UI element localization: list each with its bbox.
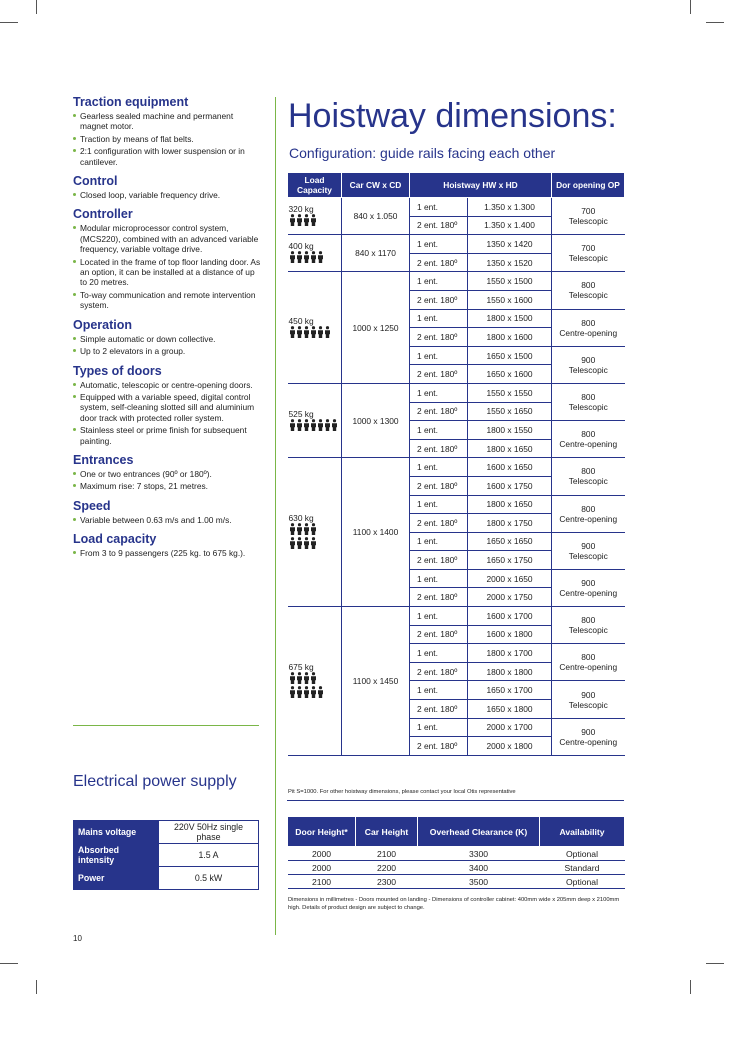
load-capacity-value: 450 kg — [288, 315, 314, 326]
entrances-cell: 1 ent. — [410, 235, 468, 254]
door-opening-width: 900 — [581, 354, 596, 365]
header-car-height: Car Height — [356, 817, 418, 847]
bullet-item: 2:1 configuration with lower suspension or in cantilever. — [73, 146, 263, 167]
door-opening-type: Centre-opening — [559, 662, 618, 673]
bullet-item: Stainless steel or prime finish for subsequent painting. — [73, 425, 263, 446]
person-icon — [303, 538, 310, 552]
door-opening-width: 800 — [581, 392, 596, 403]
person-icon — [310, 252, 317, 266]
door-opening-cell — [552, 346, 625, 383]
dimensions-note: Dimensions in millimetres - Doors mounted on landing - Dimensions of controller cabinet: 400mm wide x 205mm deep x 2100mm high. Details of product design are subject to change. — [288, 897, 620, 911]
person-icon — [317, 420, 324, 434]
person-icon — [303, 524, 310, 538]
door-opening-width: 900 — [581, 726, 596, 737]
crop-mark — [36, 980, 37, 994]
bullet-item: Traction by means of flat belts. — [73, 134, 263, 144]
table-cell-label: Mains voltage — [74, 821, 159, 844]
entrances-cell: 1 ent. — [410, 421, 468, 440]
hoistway-dimension-cell: 1800 x 1550 — [468, 421, 552, 440]
person-icon — [317, 327, 324, 341]
load-capacity-value: 525 kg — [288, 408, 314, 419]
hoistway-dimension-cell: 1800 x 1650 — [468, 439, 552, 458]
crop-mark — [706, 963, 724, 964]
section-title: Entrances — [73, 452, 134, 467]
page-number: 10 — [73, 934, 82, 943]
person-icon — [324, 327, 331, 341]
table-cell: 3300 — [418, 847, 540, 861]
entrances-cell: 2 ent. 180º — [410, 700, 468, 719]
load-capacity-value: 675 kg — [288, 661, 314, 672]
left-column — [73, 95, 263, 566]
bullet-item: Variable between 0.63 m/s and 1.00 m/s. — [73, 515, 263, 525]
door-opening-width: 900 — [581, 577, 596, 588]
door-opening-cell — [552, 383, 625, 420]
entrances-cell: 2 ent. 180º — [410, 514, 468, 533]
table-row — [288, 383, 625, 402]
hoistway-dimension-cell: 1650 x 1500 — [468, 346, 552, 365]
person-icon — [296, 687, 303, 701]
door-opening-cell — [552, 198, 625, 235]
crop-mark — [0, 963, 18, 964]
table-row — [74, 821, 259, 844]
passenger-icons — [289, 326, 342, 340]
hoistway-dimension-cell: 2000 x 1750 — [468, 588, 552, 607]
door-opening-type: Telescopic — [568, 216, 608, 227]
door-opening-type: Centre-opening — [559, 513, 618, 524]
door-opening-width: 800 — [581, 280, 596, 291]
bullet-item: From 3 to 9 passengers (225 kg. to 675 kg.). — [73, 548, 263, 558]
table-cell: Optional — [540, 875, 625, 889]
entrances-cell: 2 ent. 180º — [410, 476, 468, 495]
section-title: Traction equipment — [73, 95, 189, 109]
table-cell: 2300 — [356, 875, 418, 889]
hoistway-dimension-cell: 1600 x 1800 — [468, 625, 552, 644]
table-row — [74, 844, 259, 867]
hoistway-dimension-cell: 1650 x 1750 — [468, 551, 552, 570]
table-row — [288, 847, 625, 861]
electrical-title: Electrical power supply — [73, 773, 237, 790]
page-subtitle: Configuration: guide rails facing each other — [289, 145, 556, 161]
door-opening-width: 900 — [581, 540, 596, 551]
person-icon — [310, 524, 317, 538]
table-row — [288, 861, 625, 875]
passenger-icons — [289, 672, 342, 686]
table-cell: 2200 — [356, 861, 418, 875]
bullet-item: Maximum rise: 7 stops, 21 metres. — [73, 481, 263, 491]
header-hoistway: Hoistway HW x HD — [410, 173, 552, 198]
person-icon — [310, 215, 317, 229]
header-overhead-clearance: Overhead Clearance (K) — [418, 817, 540, 847]
person-icon — [289, 420, 296, 434]
table-cell-value: 220V 50Hz single phase — [159, 821, 259, 844]
door-opening-type: Centre-opening — [559, 736, 618, 747]
door-opening-cell — [552, 272, 625, 309]
spec-section — [73, 95, 263, 167]
entrances-cell: 1 ent. — [410, 346, 468, 365]
person-icon — [296, 538, 303, 552]
person-icon — [296, 420, 303, 434]
entrances-cell: 2 ent. 180º — [410, 439, 468, 458]
car-dimension-cell: 840 x 1.050 — [342, 198, 410, 235]
spec-section — [73, 453, 263, 492]
entrances-cell: 2 ent. 180º — [410, 625, 468, 644]
door-opening-cell — [552, 309, 625, 346]
hoistway-dimension-cell: 2000 x 1700 — [468, 718, 552, 737]
person-icon — [310, 673, 317, 687]
door-opening-width: 800 — [581, 652, 596, 663]
person-icon — [303, 687, 310, 701]
table-cell-label: Absorbed intensity — [74, 844, 159, 867]
hoistway-dimension-cell: 1800 x 1750 — [468, 514, 552, 533]
entrances-cell: 1 ent. — [410, 681, 468, 700]
load-capacity-cell — [288, 198, 342, 235]
hoistway-dimension-cell: 1350 x 1420 — [468, 235, 552, 254]
door-opening-width: 900 — [581, 689, 596, 700]
entrances-cell: 2 ent. 180º — [410, 216, 468, 235]
door-opening-cell — [552, 495, 625, 532]
person-icon — [289, 215, 296, 229]
table-cell: 2100 — [356, 847, 418, 861]
load-capacity-cell — [288, 458, 342, 607]
passenger-icons — [289, 214, 342, 228]
person-icon — [303, 420, 310, 434]
entrances-cell: 2 ent. 180º — [410, 737, 468, 756]
entrances-cell: 2 ent. 180º — [410, 402, 468, 421]
hoistway-dimension-cell: 1350 x 1520 — [468, 253, 552, 272]
section-title: Operation — [73, 317, 133, 332]
passenger-icons — [289, 537, 342, 551]
spec-section — [73, 207, 263, 310]
door-opening-width: 800 — [581, 615, 596, 626]
door-opening-width: 700 — [581, 206, 596, 217]
hoistway-dimension-cell: 1550 x 1500 — [468, 272, 552, 291]
person-icon — [317, 252, 324, 266]
bullet-item: To-way communication and remote intervention system. — [73, 290, 263, 311]
hoistway-dimension-cell: 1.350 x 1.400 — [468, 216, 552, 235]
load-capacity-value: 400 kg — [288, 241, 314, 252]
hoistway-dimension-cell: 1550 x 1550 — [468, 383, 552, 402]
table-cell: Optional — [540, 847, 625, 861]
section-title: Control — [73, 174, 118, 189]
table-row — [288, 198, 625, 217]
person-icon — [303, 215, 310, 229]
door-opening-cell — [552, 718, 625, 755]
person-icon — [289, 524, 296, 538]
table-cell: 3500 — [418, 875, 540, 889]
entrances-cell: 1 ent. — [410, 458, 468, 477]
person-icon — [289, 327, 296, 341]
hoistway-dimension-cell: 1650 x 1700 — [468, 681, 552, 700]
entrances-cell: 2 ent. 180º — [410, 588, 468, 607]
door-opening-type: Telescopic — [568, 253, 608, 264]
vertical-divider-line — [275, 97, 276, 935]
door-opening-width: 800 — [581, 503, 596, 514]
door-opening-cell — [552, 607, 625, 644]
crop-mark — [0, 22, 18, 23]
spec-section — [73, 532, 263, 558]
car-dimension-cell: 1100 x 1400 — [342, 458, 410, 607]
entrances-cell: 1 ent. — [410, 644, 468, 663]
table-header-row — [288, 173, 625, 198]
table-cell: 2000 — [288, 861, 356, 875]
crop-mark — [706, 22, 724, 23]
door-opening-cell — [552, 458, 625, 495]
crop-mark — [690, 0, 691, 14]
table-row — [288, 875, 625, 889]
person-icon — [289, 687, 296, 701]
hoistway-dimension-cell: 1650 x 1600 — [468, 365, 552, 384]
header-availability: Availability — [540, 817, 625, 847]
hoistway-dimension-cell: 2000 x 1650 — [468, 569, 552, 588]
person-icon — [303, 673, 310, 687]
hoistway-dimension-cell: 1800 x 1700 — [468, 644, 552, 663]
table-cell-value: 0.5 kW — [159, 867, 259, 890]
person-icon — [310, 420, 317, 434]
person-icon — [289, 538, 296, 552]
car-dimension-cell: 840 x 1170 — [342, 235, 410, 272]
entrances-cell: 1 ent. — [410, 383, 468, 402]
door-opening-cell — [552, 681, 625, 718]
passenger-icons — [289, 686, 342, 700]
spec-section — [73, 364, 263, 446]
table-row — [288, 458, 625, 477]
table-row — [288, 607, 625, 626]
entrances-cell: 2 ent. 180º — [410, 290, 468, 309]
page-title: Hoistway dimensions: — [288, 97, 617, 135]
passenger-icons — [289, 251, 342, 265]
door-opening-width: 700 — [581, 243, 596, 254]
entrances-cell: 2 ent. 180º — [410, 253, 468, 272]
door-opening-type: Telescopic — [568, 402, 608, 413]
hoistway-dimension-cell: 1650 x 1800 — [468, 700, 552, 719]
door-opening-type: Telescopic — [568, 476, 608, 487]
person-icon — [296, 524, 303, 538]
hoistway-dimension-cell: 2000 x 1800 — [468, 737, 552, 756]
door-opening-type: Telescopic — [568, 625, 608, 636]
person-icon — [289, 252, 296, 266]
person-icon — [331, 420, 338, 434]
bullet-item: Up to 2 elevators in a group. — [73, 346, 263, 356]
person-icon — [310, 327, 317, 341]
person-icon — [303, 252, 310, 266]
hoistway-dimension-cell: 1600 x 1650 — [468, 458, 552, 477]
door-opening-cell — [552, 532, 625, 569]
electrical-table — [73, 820, 259, 890]
entrances-cell: 1 ent. — [410, 569, 468, 588]
door-opening-width: 800 — [581, 466, 596, 477]
door-opening-type: Centre-opening — [559, 439, 618, 450]
table-row — [288, 235, 625, 254]
entrances-cell: 1 ent. — [410, 272, 468, 291]
person-icon — [296, 215, 303, 229]
door-opening-cell — [552, 421, 625, 458]
header-door-height: Door Height* — [288, 817, 356, 847]
entrances-cell: 2 ent. 180º — [410, 365, 468, 384]
table-cell-label: Power — [74, 867, 159, 890]
load-capacity-cell — [288, 607, 342, 756]
table-cell: 3400 — [418, 861, 540, 875]
entrances-cell: 2 ent. 180º — [410, 551, 468, 570]
person-icon — [296, 252, 303, 266]
bullet-item: Modular microprocessor control system, (MCS220), combined with an advanced variable frequency, variable voltage drive. — [73, 223, 263, 254]
header-car: Car CW x CD — [342, 173, 410, 198]
left-divider-line — [73, 725, 259, 726]
hoistway-dimension-cell: 1800 x 1650 — [468, 495, 552, 514]
person-icon — [289, 673, 296, 687]
bullet-item: Simple automatic or down collective. — [73, 334, 263, 344]
door-opening-type: Centre-opening — [559, 327, 618, 338]
hoistway-dimension-cell: 1800 x 1500 — [468, 309, 552, 328]
door-opening-type: Telescopic — [568, 550, 608, 561]
crop-mark — [36, 0, 37, 14]
spec-section — [73, 499, 263, 525]
hoistway-dimension-cell: 1.350 x 1.300 — [468, 198, 552, 217]
bullet-item: Closed loop, variable frequency drive. — [73, 190, 263, 200]
passenger-icons — [289, 523, 342, 537]
door-height-table — [287, 816, 625, 889]
entrances-cell: 1 ent. — [410, 532, 468, 551]
load-capacity-value: 320 kg — [288, 204, 314, 215]
passenger-icons — [289, 419, 342, 433]
door-opening-cell — [552, 569, 625, 606]
table-cell: Standard — [540, 861, 625, 875]
door-opening-type: Centre-opening — [559, 587, 618, 598]
hoistway-dimension-cell: 1550 x 1650 — [468, 402, 552, 421]
table-row — [288, 272, 625, 291]
table-cell: 2100 — [288, 875, 356, 889]
entrances-cell: 1 ent. — [410, 309, 468, 328]
crop-mark — [690, 980, 691, 994]
person-icon — [310, 538, 317, 552]
entrances-cell: 1 ent. — [410, 607, 468, 626]
entrances-cell: 2 ent. 180º — [410, 328, 468, 347]
table-cell-value: 1.5 A — [159, 844, 259, 867]
entrances-cell: 1 ent. — [410, 198, 468, 217]
hoistway-dimension-cell: 1550 x 1600 — [468, 290, 552, 309]
bullet-item: Located in the frame of top floor landing door. As an option, it can be installed at a distance of up to 20 metres. — [73, 257, 263, 288]
door-opening-width: 800 — [581, 429, 596, 440]
separator-line — [287, 800, 624, 801]
hoistway-dimension-cell: 1800 x 1600 — [468, 328, 552, 347]
hoistway-dimension-cell: 1800 x 1800 — [468, 662, 552, 681]
bullet-item: Automatic, telescopic or centre-opening doors. — [73, 380, 263, 390]
person-icon — [324, 420, 331, 434]
hoistway-dimension-cell: 1650 x 1650 — [468, 532, 552, 551]
section-title: Speed — [73, 498, 111, 513]
table-cell: 2000 — [288, 847, 356, 861]
table-row — [74, 867, 259, 890]
spec-section — [73, 318, 263, 357]
pit-note: Pit S=1000. For other hoistway dimensions, please contact your local Otis representative — [288, 789, 516, 795]
section-title: Controller — [73, 207, 133, 222]
door-opening-cell — [552, 235, 625, 272]
door-opening-width: 800 — [581, 317, 596, 328]
header-load-capacity: Load Capacity — [288, 173, 342, 198]
person-icon — [310, 687, 317, 701]
bullet-item: One or two entrances (90º or 180º). — [73, 469, 263, 479]
car-dimension-cell: 1100 x 1450 — [342, 607, 410, 756]
load-capacity-value: 630 kg — [288, 513, 314, 524]
hoistway-table — [287, 172, 625, 756]
entrances-cell: 1 ent. — [410, 718, 468, 737]
load-capacity-cell — [288, 383, 342, 457]
entrances-cell: 2 ent. 180º — [410, 662, 468, 681]
car-dimension-cell: 1000 x 1300 — [342, 383, 410, 457]
header-door-opening: Dor opening OP — [552, 173, 625, 198]
person-icon — [296, 327, 303, 341]
person-icon — [296, 673, 303, 687]
entrances-cell: 1 ent. — [410, 495, 468, 514]
door-opening-type: Telescopic — [568, 364, 608, 375]
table-header-row — [288, 817, 625, 847]
hoistway-dimension-cell: 1600 x 1750 — [468, 476, 552, 495]
door-opening-cell — [552, 644, 625, 681]
car-dimension-cell: 1000 x 1250 — [342, 272, 410, 384]
load-capacity-cell — [288, 272, 342, 384]
door-opening-type: Telescopic — [568, 290, 608, 301]
bullet-item: Equipped with a variable speed, digital control system, self-cleaning slotted sill and aluminium door track with protected roller system. — [73, 392, 263, 423]
door-opening-type: Telescopic — [568, 699, 608, 710]
hoistway-dimension-cell: 1600 x 1700 — [468, 607, 552, 626]
section-title: Types of doors — [73, 363, 162, 378]
bullet-item: Gearless sealed machine and permanent magnet motor. — [73, 111, 263, 132]
load-capacity-cell — [288, 235, 342, 272]
person-icon — [303, 327, 310, 341]
person-icon — [317, 687, 324, 701]
spec-section — [73, 174, 263, 200]
section-title: Load capacity — [73, 532, 157, 547]
